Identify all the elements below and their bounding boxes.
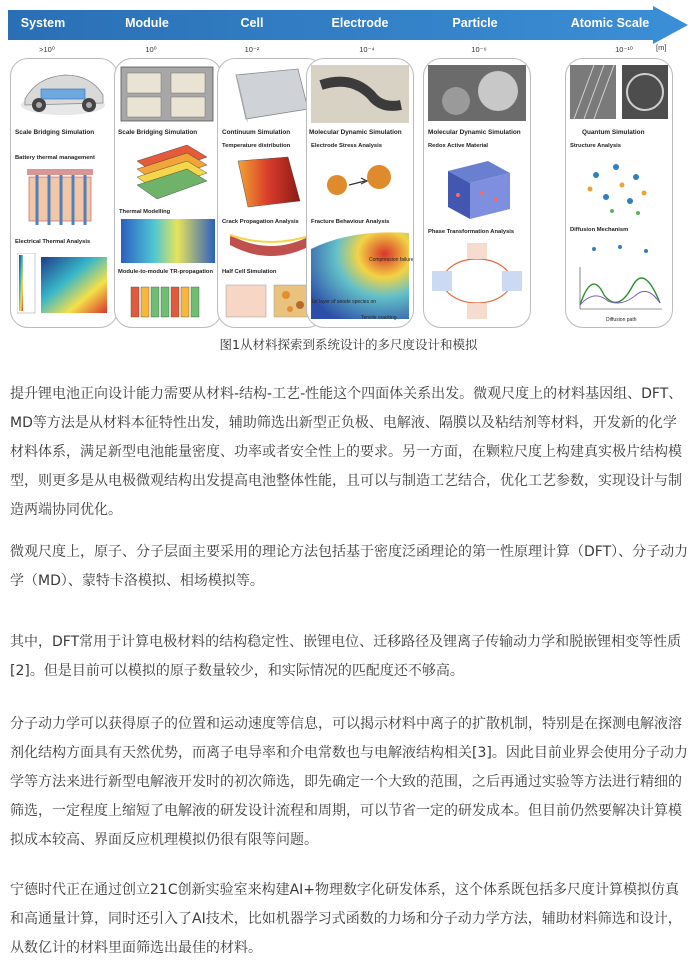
stage-label-module: Module xyxy=(125,16,169,30)
battery-pack-illustration xyxy=(119,65,215,123)
electrode-sample-photo xyxy=(311,65,409,123)
panel-atomic-title: Quantum Simulation xyxy=(582,129,645,136)
thermal-model-map xyxy=(121,219,215,263)
panel-cell-sub2: Crack Propagation Analysis xyxy=(222,219,299,225)
stage-label-system: System xyxy=(20,16,66,30)
car-battery-illustration xyxy=(17,65,109,117)
article-paragraph-1: 提升锂电池正向设计能力需要从材料-结构-工艺-性能这个四面体关系出发。微观尺度上的材料基因组、DFT、MD等方法是从材料本征特性出发，辅助筛选出新型正负极、电解液、隔膜以及粘结剂等材料，开发新的化学材料体系，满足新型电池能量密度、功率或者安全性上的要求。另一方面，在颗粒尺度上构建真实极片结构模型，则更多是从电极微观结构出发提高电池整体性能，且可以与制造工艺结合，优化工艺参数，实现设计与制造两端协同优化。 xyxy=(10,386,683,518)
panel-electrode-title: Molecular Dynamic Simulation xyxy=(309,129,402,136)
panel-system-sub2: Electrical Thermal Analysis xyxy=(15,239,91,245)
article-paragraph-5: 宁德时代正在通过创立21C创新实验室来构建AI+物理数字化研发体系，这个体系既包括多尺度计算模拟仿真和高通量计算，同时还引入了AI技术，比如机器学习式函数的力场和分子动力学方法，辅助材料筛选和设计，从数亿计的材料里面筛选出最佳的材料。 xyxy=(10,882,682,956)
diffusion-energy-plot xyxy=(574,239,666,315)
thermal-management-illustration xyxy=(23,167,103,231)
panel-cell-sub3: Half Cell Simulation xyxy=(222,269,277,275)
panel-cell-title: Continuum Simulation xyxy=(222,129,291,136)
stage-label-electrode: Electrode xyxy=(331,16,389,30)
panel-particle xyxy=(423,58,531,328)
panel-electrode xyxy=(306,58,414,328)
fracture-behaviour-map xyxy=(311,229,409,323)
diffusion-path-label: Diffusion path xyxy=(606,317,637,323)
tensile-cracking-note: Tensile cracking xyxy=(361,315,397,321)
crystal-structure-illustration xyxy=(576,155,662,221)
panel-module-sub2: Module-to-module TR-propagation xyxy=(118,269,213,275)
module-cells-illustration xyxy=(127,141,211,201)
panel-particle-sub1: Redox Active Material xyxy=(428,143,489,149)
panel-electrode-sub1: Electrode Stress Analysis xyxy=(311,143,382,149)
scale-unit: [m] xyxy=(656,43,667,52)
pouch-cell-illustration xyxy=(228,65,314,125)
scale-label-module: 10⁰ xyxy=(145,45,157,54)
crack-propagation-illustration xyxy=(226,229,316,261)
article-paragraph-4: 分子动力学可以获得原子的位置和运动速度等信息，可以揭示材料中离子的扩散机制，特别是在探测电解液溶剂化结构方面具有天然优势，而离子电导率和介电常数也与电解液结构相关[3]。因此目前业界会使用分子动力学等方法来进行新型电解液开发时的初次筛选，即先确定一个大致的范围，之后再通过实验等方法进行精细的筛选，一定程度上缩短了电解液的研发设计流程和周期，可以节省一定的研发成本。但目前仍然要解决计算模拟成本较高、界面反应机理模拟仍很有限等问题。 xyxy=(10,716,688,848)
article-paragraph-2: 微观尺度上，原子、分子层面主要采用的理论方法包括基于密度泛函理论的第一性原理计算（DFT）、分子动力学（MD）、蒙特卡洛模拟、相场模拟等。 xyxy=(10,544,689,589)
panel-particle-sub2: Phase Transformation Analysis xyxy=(428,229,515,235)
scale-label-particle: 10⁻⁶ xyxy=(471,45,487,54)
panel-atomic-sub2: Diffusion Mechanism xyxy=(570,227,629,233)
phase-transformation-diagram xyxy=(430,241,524,321)
multiscale-figure xyxy=(0,0,697,330)
panel-system-sub1: Battery thermal management xyxy=(15,155,95,161)
panel-atomic-sub1: Structure Analysis xyxy=(570,143,622,149)
panel-particle-title: Molecular Dynamic Simulation xyxy=(428,129,521,136)
panel-module-title: Scale Bridging Simulation xyxy=(118,129,198,136)
panel-module-sub1: Thermal Modelling xyxy=(119,209,171,215)
half-cell-illustration xyxy=(224,281,318,321)
panel-atomic xyxy=(565,58,673,328)
scale-label-system: >10⁰ xyxy=(39,45,55,54)
figure-caption: 图1从材料探索到系统设计的多尺度设计和模拟 xyxy=(219,337,478,352)
panel-cell-sub1: Temperature distribution xyxy=(222,143,291,149)
scale-label-cell: 10⁻² xyxy=(244,45,260,54)
scale-label-atomic: 10⁻¹⁰ xyxy=(615,45,633,54)
stage-label-cell: Cell xyxy=(240,16,264,30)
particle-sem-image xyxy=(428,65,526,121)
temperature-distribution-map xyxy=(230,155,310,211)
article-paragraph-3: 其中，DFT常用于计算电极材料的结构稳定性、嵌锂电位、迁移路径及锂离子传输动力学和脱嵌锂相变等性质[2]。但是目前可以模拟的原子数量较少，和实际情况的匹配度还不够高。 xyxy=(10,634,682,679)
electrical-thermal-map xyxy=(17,253,111,319)
stage-label-particle: Particle xyxy=(452,16,498,30)
propagation-illustration xyxy=(127,281,207,321)
electrode-stress-illustration xyxy=(317,155,403,215)
panel-system xyxy=(10,58,118,328)
panel-system-title: Scale Bridging Simulation xyxy=(15,129,95,136)
compression-failure-note: Compression failure xyxy=(369,257,414,263)
panel-electrode-sub2: Fracture Behaviour Analysis xyxy=(311,219,390,225)
stage-label-atomic: Atomic Scale xyxy=(570,16,650,30)
redox-material-cube xyxy=(438,155,516,221)
anode-layer-note: 1st layer of anode species on xyxy=(311,299,377,305)
atomic-lattice-images xyxy=(570,65,668,119)
panel-module xyxy=(114,58,222,328)
scale-label-electrode: 10⁻⁴ xyxy=(359,45,375,54)
